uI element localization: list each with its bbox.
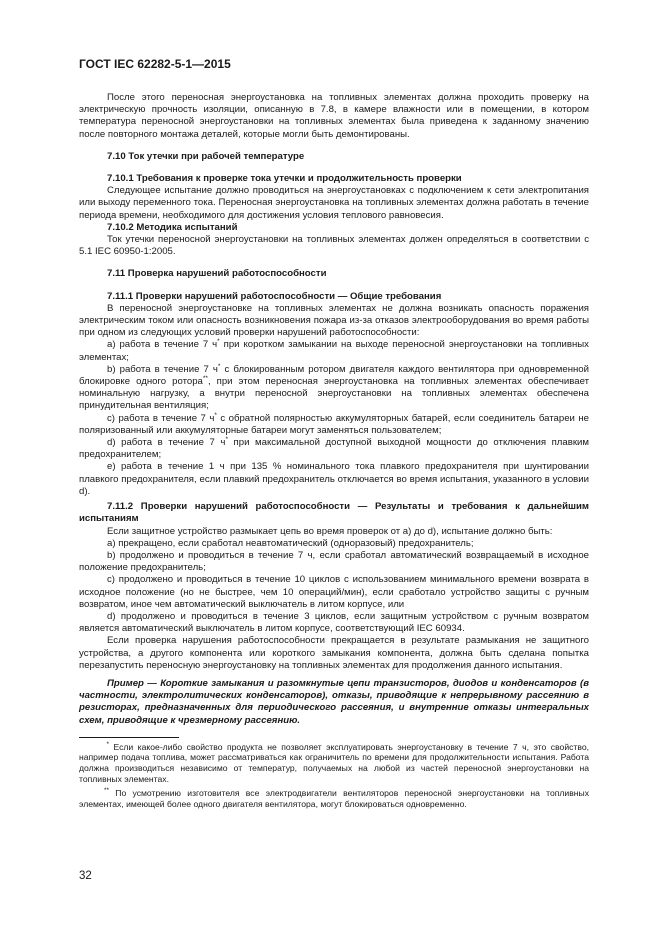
list-item-b-end: , при этом переносная энергоустановка на топливных элементах обеспечивает номинальную нагрузку, а внутри переносной энергоустановки на топливных элементах обеспечена принудительная вентиляция; [79, 376, 589, 412]
section-heading-7-10: 7.10 Ток утечки при рабочей температуре [107, 150, 305, 162]
list-item-d-start: d) работа в течение 7 ч [107, 437, 226, 449]
section-heading-7-11: 7.11 Проверка нарушений работоспособности [107, 268, 327, 280]
result-item-b: b) продолжено и проводиться в течение 7 ч, если сработал автоматический возвращаемый в исходное положение предохранитель; [79, 549, 589, 574]
list-item-c-end: с обратной полярностью аккумуляторных батарей, если соединитель батареи не поляризованный или аккумуляторные батареи могут заменяться пользователем; [79, 412, 590, 436]
result-item-d: d) продолжено и проводиться в течение 3 циклов, если защитным устройством с ручным возвратом является автоматический выключатель в литом корпусе, соответствующий IEC 60934. [79, 610, 589, 635]
footnote-1-mark [79, 742, 109, 753]
footnote-1-star: * [106, 740, 109, 748]
footnote-1 [79, 742, 589, 784]
document-header: ГОСТ IEC 62282-5-1—2015 [79, 57, 231, 71]
footnote-mark-2: ** [202, 374, 208, 382]
example-label: Пример [107, 677, 144, 689]
page-number: 32 [79, 870, 92, 882]
example-text: — Короткие замыкания и разомкнутые цепи транзисторов, диодов и конденсаторов (в частности, электролитических конденсаторов), отказы, приводящие к непрерывному рассеянию в резисторах, предназначенных для периодического рассеяния, и внутренние отказы интегральных схем, приводящие к чрезмерному рассеянию. [79, 677, 589, 726]
paragraph-final: Если проверка нарушения работоспособности прекращается в результате размыкания не защитного устройства, а другого компонента или короткого замыкания компонента, должна быть сделана попытка перезапустить переносную энергоустановку на топливных элементах для продолжения данного испытания. [79, 635, 589, 671]
paragraph-7-10-2: Ток утечки переносной энергоустановки на топливных элементах должен определяться в соответствии с 5.1 IEC 60950-1:2005. [79, 234, 589, 258]
list-item-d [79, 437, 589, 461]
list-item-a [79, 339, 589, 363]
list-item-e: e) работа в течение 1 ч при 135 % номинального тока плавкого предохранителя при шунтировании плавкого предохранителя, если плавкий предохранитель отключается во время испытания, указанного в условии d). [79, 461, 589, 497]
footnote-2-stars: ** [103, 787, 109, 795]
example-note [79, 678, 589, 727]
list-item-c-start: c) работа в течение 7 ч [107, 412, 215, 424]
footnote-2-mark [79, 788, 109, 799]
paragraph-intro: После этого переносная энергоустановка на топливных элементах должна проходить проверку на электрическую прочность изоляции, описанную в 7.8, в камере влажности или в помещении, в котором температура переносной энергоустановки на топливных элементах была приведена к заданному значению после повторного монтажа деталей, которые могли быть демонтированы. [79, 92, 589, 140]
list-item-b-middle: с блокированным ротором двигателя каждого вентилятора при одновременной блокировке одного ротора [79, 363, 589, 388]
list-item-b-start: b) работа в течение 7 ч [107, 363, 218, 375]
list-item-d-end: при максимальной доступной выходной мощности до отключения плавким предохранителем; [79, 437, 589, 461]
list-item-a-start: а) работа в течение 7 ч [107, 339, 218, 351]
footnote-mark: * [225, 435, 228, 443]
result-item-a: а) прекращено, если сработал неавтоматический (одноразовый) предохранитель; [107, 537, 474, 549]
paragraph-7-11-2: Если защитное устройство размыкает цепь во время проверок от а) до d), испытание должно быть: [107, 525, 553, 537]
section-heading-7-10-2: 7.10.2 Методика испытаний [107, 221, 238, 233]
list-item-b [79, 364, 589, 413]
footnote-mark: * [217, 338, 220, 346]
paragraph-7-10-1: Следующее испытание должно проводиться на энергоустановках с подключением к сети электропитания или выходу переменного тока. Переносная энергоустановка на топливных элементах должна работать в течение периода времени, необходимого для достижения условия теплового равновесия. [79, 185, 589, 221]
list-item-c [79, 413, 589, 437]
footnote-mark: * [214, 411, 217, 419]
document-body [79, 92, 589, 809]
result-item-c: c) продолжено и проводиться в течение 10 циклов с использованием минимального времени возврата в исходное положение (но не быстрее, чем 10 операций/мин), если сработало устройство защиты с ручным возвратом, иное чем автоматический выключатель в литом корпусе, или [79, 574, 589, 610]
footnote-2 [79, 788, 589, 809]
list-item-a-end: при коротком замыкании на выходе переносной энергоустановки на топливных элементах; [79, 339, 589, 363]
footnote-mark: * [217, 362, 221, 370]
footnote-divider [79, 737, 179, 738]
section-heading-7-10-1: 7.10.1 Требования к проверке тока утечки и продолжительность проверки [107, 173, 462, 185]
footnote-2-text: По усмотрению изготовителя все электродвигатели вентиляторов переносной энергоустановки на топливных элементах, имеющей более одного двигателя вентилятора, могут блокироваться одновременно. [79, 788, 589, 809]
section-heading-7-11-1: 7.11.1 Проверки нарушений работоспособности — Общие требования [107, 290, 442, 302]
paragraph-7-11-1: В переносной энергоустановке на топливных элементах не должна возникать опасность поражения электрическим током или опасность возникновения пожара из-за отказов электрооборудования во время работы при одном из следующих условий проверки нарушений работоспособности: [79, 302, 589, 339]
section-heading-7-11-2: 7.11.2 Проверки нарушений работоспособности — Результаты и требования к дальнейшим испытаниям [79, 501, 589, 525]
footnote-1-text: Если какое-либо свойство продукта не позволяет эксплуатировать энергоустановку в течение 7 ч, это свойство, например подача топлива, может рассматриваться как ограничитель по времени для продолжительности испытания. Работа должна производиться независимо от температур, получаемых на любой из частей переносной энергоустановки на топливных элементах. [79, 741, 589, 784]
